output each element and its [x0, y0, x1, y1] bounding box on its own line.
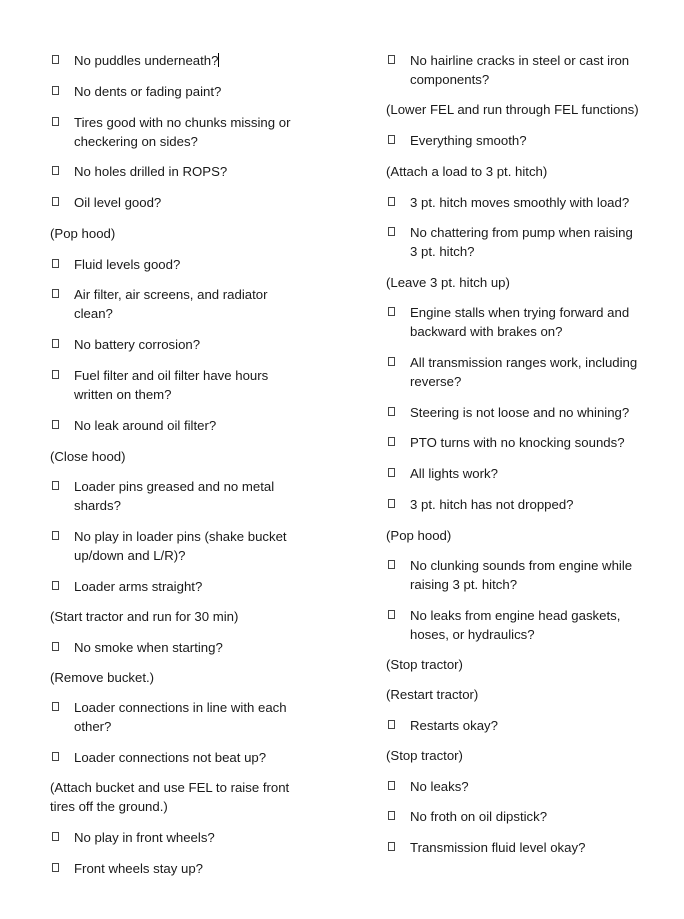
checkbox-icon[interactable] [50, 828, 64, 847]
text-cursor [218, 53, 219, 67]
section-note-text: (Remove bucket.) [50, 670, 155, 685]
checklist-item-label: other? [74, 719, 112, 734]
checklist-item-label: written on them? [74, 387, 172, 402]
section-note-text: (Stop tractor) [386, 657, 463, 672]
section-note-text: (Pop hood) [50, 226, 116, 241]
checklist-item-label: clean? [74, 306, 113, 321]
checkbox-icon[interactable] [386, 777, 400, 796]
checklist-item-label: backward with brakes on? [410, 324, 563, 339]
checkbox-icon[interactable] [50, 477, 64, 496]
checkbox-icon[interactable] [386, 556, 400, 575]
checklist-item-label: No dents or fading paint? [74, 84, 222, 99]
checklist-item-label: hoses, or hydraulics? [410, 627, 535, 642]
checklist-item-label: No chattering from pump when raising [410, 225, 633, 240]
checklist-item-label: Loader pins greased and no metal [74, 479, 275, 494]
checklist-item-label: No play in front wheels? [74, 830, 215, 845]
checklist-item-label: No leaks? [410, 779, 469, 794]
checkbox-icon[interactable] [386, 303, 400, 322]
checkbox-icon[interactable] [50, 366, 64, 385]
section-note-text: (Stop tractor) [386, 748, 463, 763]
checkbox-icon[interactable] [50, 162, 64, 181]
checklist-item-label: Air filter, air screens, and radiator [74, 287, 268, 302]
checkbox-icon[interactable] [386, 838, 400, 857]
checkbox-icon[interactable] [50, 335, 64, 354]
checklist-item-label: No smoke when starting? [74, 640, 223, 655]
checklist-item-label: Steering is not loose and no whining? [410, 405, 630, 420]
checklist-item-label: shards? [74, 498, 121, 513]
checkbox-icon[interactable] [386, 51, 400, 70]
checkbox-icon[interactable] [386, 131, 400, 150]
checkbox-icon[interactable] [50, 638, 64, 657]
checklist-item-label: Front wheels stay up? [74, 861, 204, 876]
checkbox-icon[interactable] [386, 716, 400, 735]
checklist-item-label: No leaks from engine head gaskets, [410, 608, 621, 623]
section-note-text: (Lower FEL and run through FEL functions) [386, 102, 639, 117]
checkbox-icon[interactable] [386, 403, 400, 422]
checklist-item-label: reverse? [410, 374, 462, 389]
checklist-item-label: Fluid levels good? [74, 257, 181, 272]
checklist-item-label: No battery corrosion? [74, 337, 201, 352]
checkbox-icon[interactable] [50, 527, 64, 546]
checklist-item-label: All lights work? [410, 466, 498, 481]
checkbox-icon[interactable] [50, 82, 64, 101]
checklist-item-label: Oil level good? [74, 195, 162, 210]
checklist-item-label: up/down and L/R)? [74, 548, 186, 563]
checkbox-icon[interactable] [50, 193, 64, 212]
checklist-item-label: No leak around oil filter? [74, 418, 217, 433]
checklist-item-label: Everything smooth? [410, 133, 527, 148]
checkbox-icon[interactable] [386, 606, 400, 625]
checkbox-icon[interactable] [50, 748, 64, 767]
checklist-item-label: No froth on oil dipstick? [410, 809, 548, 824]
checklist-item-label: No puddles underneath? [74, 53, 219, 68]
checklist-item-label: No holes drilled in ROPS? [74, 164, 228, 179]
checklist-item-label: 3 pt. hitch? [410, 244, 475, 259]
checklist-item-label: Loader connections in line with each [74, 700, 287, 715]
checklist-item-label: Fuel filter and oil filter have hours [74, 368, 269, 383]
section-note-text: tires off the ground.) [50, 799, 168, 814]
checkbox-icon[interactable] [50, 113, 64, 132]
checkbox-icon[interactable] [50, 51, 64, 70]
checklist-item-label: Loader connections not beat up? [74, 750, 267, 765]
section-note-text: (Pop hood) [386, 528, 452, 543]
section-note-text: (Restart tractor) [386, 687, 479, 702]
checkbox-icon[interactable] [50, 577, 64, 596]
checklist-item-label: PTO turns with no knocking sounds? [410, 435, 625, 450]
checkbox-icon[interactable] [386, 353, 400, 372]
checklist-item-label: Engine stalls when trying forward and [410, 305, 630, 320]
checklist-item-label: No clunking sounds from engine while [410, 558, 633, 573]
checkbox-icon[interactable] [50, 255, 64, 274]
checkbox-icon[interactable] [386, 223, 400, 242]
checklist-item-label: No play in loader pins (shake bucket [74, 529, 287, 544]
checklist-item-label: raising 3 pt. hitch? [410, 577, 518, 592]
checkbox-icon[interactable] [386, 495, 400, 514]
checklist-item-label: Loader arms straight? [74, 579, 203, 594]
checklist-item-label: No hairline cracks in steel or cast iron [410, 53, 630, 68]
checklist-item-label: Transmission fluid level okay? [410, 840, 586, 855]
checklist-item-label: checkering on sides? [74, 134, 198, 149]
section-note-text: (Attach bucket and use FEL to raise front [50, 780, 290, 795]
section-note-text: (Start tractor and run for 30 min) [50, 609, 239, 624]
checklist-item-label: Restarts okay? [410, 718, 498, 733]
checkbox-icon[interactable] [50, 416, 64, 435]
checkbox-icon[interactable] [386, 464, 400, 483]
checklist-item-label: All transmission ranges work, including [410, 355, 638, 370]
section-note-text: (Attach a load to 3 pt. hitch) [386, 164, 548, 179]
checklist-item-label: Tires good with no chunks missing or [74, 115, 291, 130]
checklist-item-label: 3 pt. hitch moves smoothly with load? [410, 195, 630, 210]
section-note-text: (Close hood) [50, 449, 126, 464]
checklist-item-label: components? [410, 72, 490, 87]
section-note-text: (Leave 3 pt. hitch up) [386, 275, 510, 290]
checkbox-icon[interactable] [50, 698, 64, 717]
checkbox-icon[interactable] [50, 285, 64, 304]
checkbox-icon[interactable] [386, 433, 400, 452]
checkbox-icon[interactable] [386, 807, 400, 826]
checklist-item-label: 3 pt. hitch has not dropped? [410, 497, 574, 512]
checkbox-icon[interactable] [50, 859, 64, 878]
checkbox-icon[interactable] [386, 193, 400, 212]
